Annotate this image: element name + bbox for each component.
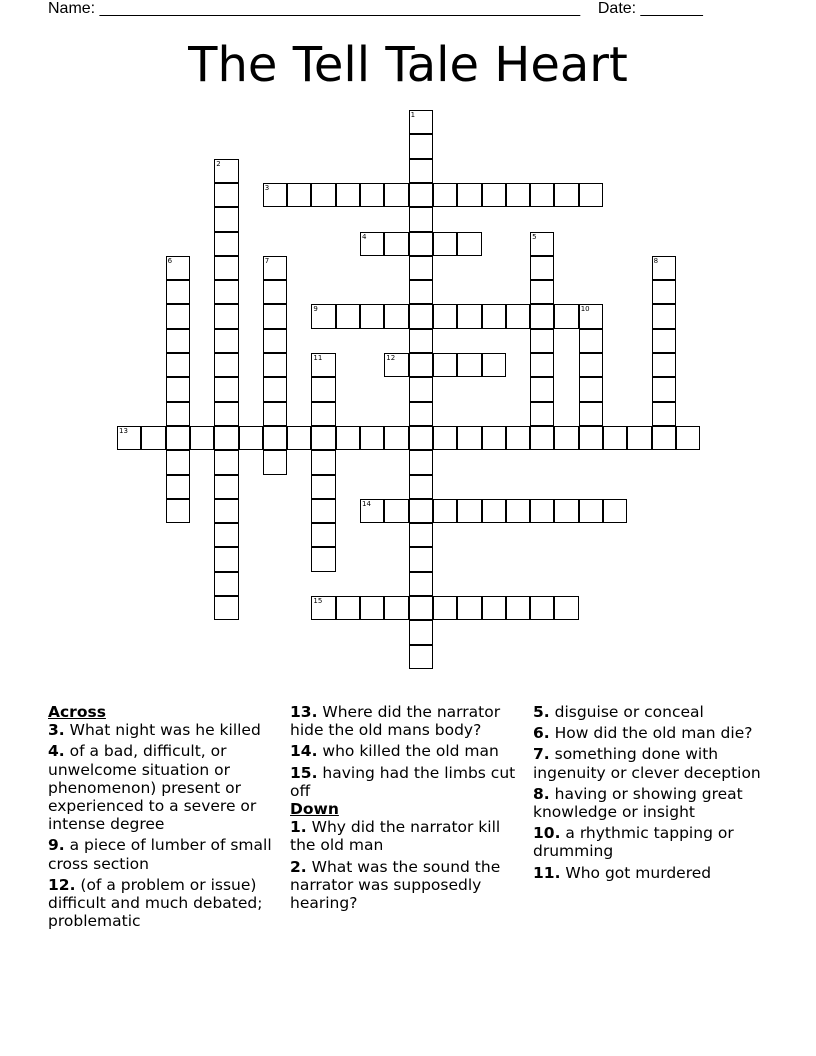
grid-cell[interactable] — [579, 353, 603, 377]
grid-cell[interactable] — [384, 183, 408, 207]
grid-cell[interactable] — [311, 596, 335, 620]
grid-cell[interactable] — [409, 329, 433, 353]
grid-cell[interactable] — [384, 304, 408, 328]
grid-cell[interactable] — [214, 353, 238, 377]
grid-cell[interactable] — [530, 256, 554, 280]
grid-cell[interactable] — [311, 547, 335, 571]
clue-number-label: 11 — [313, 354, 323, 362]
clue-number-label: 2 — [216, 159, 221, 168]
clue-column-2 — [290, 703, 530, 915]
clue-number: 8. — [533, 784, 550, 803]
grid-cell[interactable] — [409, 499, 433, 523]
grid-cell[interactable] — [214, 232, 238, 256]
grid-cell[interactable] — [506, 183, 530, 207]
clue-number-label: 5 — [532, 232, 537, 241]
grid-cell[interactable] — [603, 499, 627, 523]
grid-cell[interactable] — [530, 280, 554, 304]
clue-text: What was the sound the narrator was supposedly hearing? — [290, 857, 501, 913]
down-heading: Down — [290, 800, 339, 819]
grid-cell[interactable] — [409, 450, 433, 474]
grid-cell[interactable] — [166, 377, 190, 401]
clue-number-label: 4 — [362, 232, 367, 241]
grid-cell[interactable] — [166, 475, 190, 499]
grid-cell[interactable] — [336, 596, 360, 620]
clue-number-label: 10 — [580, 305, 590, 314]
clue-across-3 — [48, 721, 288, 739]
grid-cell[interactable] — [117, 426, 141, 450]
grid-cell[interactable] — [263, 256, 287, 280]
grid-cell[interactable] — [287, 183, 311, 207]
grid-cell[interactable] — [384, 353, 408, 377]
grid-cell[interactable] — [409, 596, 433, 620]
grid-cell[interactable] — [263, 329, 287, 353]
grid-cell[interactable] — [482, 183, 506, 207]
grid-cell[interactable] — [360, 596, 384, 620]
grid-cell[interactable] — [214, 523, 238, 547]
clue-number: 4. — [48, 742, 65, 761]
grid-cell[interactable] — [627, 426, 651, 450]
grid-cell[interactable] — [530, 499, 554, 523]
grid-cell[interactable] — [409, 523, 433, 547]
grid-cell[interactable] — [652, 280, 676, 304]
grid-cell[interactable] — [214, 499, 238, 523]
grid-cell[interactable] — [360, 304, 384, 328]
grid-cell[interactable] — [457, 499, 481, 523]
clue-down-5 — [533, 703, 773, 721]
grid-cell[interactable] — [652, 256, 676, 280]
grid-cell[interactable] — [482, 353, 506, 377]
grid-cell[interactable] — [579, 402, 603, 426]
across-heading: Across — [48, 703, 106, 721]
grid-cell[interactable] — [263, 450, 287, 474]
clue-text: who killed the old man — [322, 742, 499, 761]
clue-number-label: 14 — [362, 499, 371, 508]
grid-cell[interactable] — [214, 329, 238, 353]
grid-cell[interactable] — [652, 329, 676, 353]
grid-cell[interactable] — [482, 499, 506, 523]
clue-down-11 — [533, 864, 773, 882]
grid-cell[interactable] — [409, 183, 433, 207]
grid-cell[interactable] — [360, 426, 384, 450]
grid-cell[interactable] — [506, 596, 530, 620]
grid-cell[interactable] — [409, 572, 433, 596]
clue-number-label: 9 — [313, 305, 318, 314]
grid-cell[interactable] — [457, 304, 481, 328]
grid-cell[interactable] — [214, 159, 238, 183]
grid-cell[interactable] — [457, 426, 481, 450]
grid-cell[interactable] — [457, 183, 481, 207]
grid-cell[interactable] — [409, 475, 433, 499]
grid-cell[interactable] — [530, 596, 554, 620]
clue-text: (of a problem or issue) difficult and much debated; problematic — [48, 875, 263, 931]
grid-cell[interactable] — [287, 426, 311, 450]
grid-cell[interactable] — [311, 450, 335, 474]
clue-down-1 — [290, 818, 530, 854]
grid-cell[interactable] — [311, 353, 335, 377]
grid-cell[interactable] — [360, 183, 384, 207]
grid-cell[interactable] — [384, 499, 408, 523]
clue-number: 13. — [290, 703, 318, 721]
grid-cell[interactable] — [384, 596, 408, 620]
clue-number: 9. — [48, 836, 65, 855]
grid-cell[interactable] — [433, 596, 457, 620]
clue-text: How did the old man die? — [554, 724, 753, 743]
grid-cell[interactable] — [530, 353, 554, 377]
clue-number: 5. — [533, 703, 550, 721]
grid-cell[interactable] — [554, 426, 578, 450]
grid-cell[interactable] — [506, 499, 530, 523]
clue-number: 6. — [533, 724, 550, 743]
grid-cell[interactable] — [336, 304, 360, 328]
grid-cell[interactable] — [263, 353, 287, 377]
clue-down-8 — [533, 785, 773, 821]
clue-text: having had the limbs cut off — [290, 763, 516, 800]
clue-number: 14. — [290, 742, 318, 761]
grid-cell[interactable] — [166, 304, 190, 328]
clue-text: of a bad, difficult, or unwelcome situation or phenomenon) present or experienced to a severe or intense degree — [48, 742, 257, 834]
grid-cell[interactable] — [530, 329, 554, 353]
grid-cell[interactable] — [676, 426, 700, 450]
name-date-line: Name: ______________________________________________________ Date: _______ — [48, 0, 703, 17]
grid-cell[interactable] — [311, 523, 335, 547]
puzzle-title: The Tell Tale Heart — [188, 37, 628, 93]
grid-cell[interactable] — [579, 499, 603, 523]
clue-number-label: 8 — [653, 256, 659, 265]
clue-across-9 — [48, 836, 288, 872]
clue-number: 3. — [48, 721, 65, 740]
clue-number: 12. — [48, 875, 76, 894]
grid-cell[interactable] — [214, 256, 238, 280]
grid-cell[interactable] — [336, 183, 360, 207]
clue-text: What night was he killed — [69, 721, 261, 740]
grid-cell[interactable] — [409, 134, 433, 158]
clue-number: 10. — [533, 824, 561, 843]
grid-cell[interactable] — [409, 402, 433, 426]
grid-cell[interactable] — [214, 280, 238, 304]
clue-down-2 — [290, 858, 530, 913]
grid-cell[interactable] — [263, 377, 287, 401]
grid-cell[interactable] — [263, 426, 287, 450]
grid-cell[interactable] — [190, 426, 214, 450]
clue-column-1 — [48, 703, 288, 933]
grid-cell[interactable] — [579, 377, 603, 401]
grid-cell[interactable] — [166, 402, 190, 426]
clue-number-label: 1 — [410, 111, 416, 119]
grid-cell[interactable] — [652, 426, 676, 450]
grid-cell[interactable] — [409, 645, 433, 669]
grid-cell[interactable] — [311, 402, 335, 426]
clue-text: Who got murdered — [565, 863, 712, 882]
grid-cell[interactable] — [554, 499, 578, 523]
grid-cell[interactable] — [166, 256, 190, 280]
clue-text: disguise or conceal — [554, 703, 704, 721]
grid-cell[interactable] — [311, 183, 335, 207]
grid-cell[interactable] — [214, 475, 238, 499]
grid-cell[interactable] — [311, 426, 335, 450]
grid-cell[interactable] — [579, 183, 603, 207]
grid-cell[interactable] — [166, 280, 190, 304]
clue-down-7 — [533, 745, 773, 781]
grid-cell[interactable] — [433, 353, 457, 377]
grid-cell[interactable] — [409, 304, 433, 328]
grid-cell[interactable] — [457, 596, 481, 620]
grid-cell[interactable] — [433, 183, 457, 207]
grid-cell[interactable] — [311, 304, 335, 328]
grid-cell[interactable] — [409, 426, 433, 450]
grid-cell[interactable] — [214, 304, 238, 328]
grid-cell[interactable] — [554, 183, 578, 207]
grid-cell[interactable] — [409, 232, 433, 256]
clue-text: something done with ingenuity or clever deception — [533, 745, 761, 782]
grid-cell[interactable] — [433, 499, 457, 523]
grid-cell[interactable] — [384, 426, 408, 450]
grid-cell[interactable] — [214, 377, 238, 401]
grid-cell[interactable] — [457, 232, 481, 256]
grid-cell[interactable] — [530, 304, 554, 328]
grid-cell[interactable] — [579, 304, 603, 328]
grid-cell[interactable] — [214, 596, 238, 620]
grid-cell[interactable] — [214, 207, 238, 231]
grid-cell[interactable] — [214, 183, 238, 207]
grid-cell[interactable] — [506, 426, 530, 450]
grid-cell[interactable] — [482, 304, 506, 328]
grid-cell[interactable] — [360, 499, 384, 523]
clue-number-label: 13 — [119, 426, 128, 435]
grid-cell[interactable] — [433, 232, 457, 256]
grid-cell[interactable] — [214, 426, 238, 450]
clue-number-label: 6 — [167, 256, 173, 265]
clue-text: a piece of lumber of small cross section — [48, 836, 272, 873]
clue-number-label: 3 — [264, 183, 270, 192]
grid-cell[interactable] — [652, 402, 676, 426]
grid-cell[interactable] — [554, 304, 578, 328]
grid-cell[interactable] — [579, 426, 603, 450]
clue-text: having or showing great knowledge or insight — [533, 784, 743, 822]
grid-cell[interactable] — [457, 353, 481, 377]
grid-cell[interactable] — [311, 475, 335, 499]
clue-number-label: 15 — [313, 597, 323, 605]
clue-column-3 — [533, 703, 773, 885]
grid-cell[interactable] — [336, 426, 360, 450]
clue-text: Where did the narrator hide the old mans body? — [290, 703, 501, 740]
grid-cell[interactable] — [530, 232, 554, 256]
grid-cell[interactable] — [263, 304, 287, 328]
grid-cell[interactable] — [360, 232, 384, 256]
grid-cell[interactable] — [214, 450, 238, 474]
clue-across-4 — [48, 742, 288, 833]
grid-cell[interactable] — [603, 426, 627, 450]
grid-cell[interactable] — [409, 280, 433, 304]
clue-text: a rhythmic tapping or drumming — [533, 824, 734, 861]
grid-cell[interactable] — [263, 402, 287, 426]
grid-cell[interactable] — [530, 377, 554, 401]
grid-cell[interactable] — [166, 499, 190, 523]
clue-text: Why did the narrator kill the old man — [290, 818, 501, 855]
clue-number: 11. — [533, 863, 561, 882]
grid-cell[interactable] — [166, 329, 190, 353]
clue-number: 15. — [290, 763, 318, 782]
clue-number: 2. — [290, 857, 307, 876]
grid-cell[interactable] — [214, 572, 238, 596]
grid-cell[interactable] — [530, 426, 554, 450]
grid-cell[interactable] — [166, 426, 190, 450]
grid-cell[interactable] — [409, 620, 433, 644]
grid-cell[interactable] — [409, 547, 433, 571]
clue-across-15 — [290, 764, 530, 800]
grid-cell[interactable] — [166, 450, 190, 474]
clue-number: 1. — [290, 818, 307, 837]
clue-down-10 — [533, 824, 773, 860]
grid-cell[interactable] — [506, 304, 530, 328]
grid-cell[interactable] — [554, 596, 578, 620]
clue-across-14 — [290, 742, 530, 760]
grid-cell[interactable] — [166, 353, 190, 377]
grid-cell[interactable] — [409, 256, 433, 280]
grid-cell[interactable] — [579, 329, 603, 353]
grid-cell[interactable] — [239, 426, 263, 450]
clue-across-13 — [290, 703, 530, 739]
grid-cell[interactable] — [311, 499, 335, 523]
clue-across-12 — [48, 876, 288, 931]
grid-cell[interactable] — [263, 183, 287, 207]
clue-number: 7. — [533, 745, 550, 764]
grid-cell[interactable] — [482, 426, 506, 450]
grid-cell[interactable] — [409, 377, 433, 401]
grid-cell[interactable] — [409, 159, 433, 183]
grid-cell[interactable] — [530, 183, 554, 207]
grid-cell[interactable] — [530, 402, 554, 426]
clue-number-label: 12 — [386, 354, 396, 362]
grid-cell[interactable] — [409, 110, 433, 134]
clue-number-label: 7 — [264, 256, 270, 265]
grid-cell[interactable] — [384, 232, 408, 256]
grid-cell[interactable] — [409, 207, 433, 231]
grid-cell[interactable] — [214, 547, 238, 571]
grid-cell[interactable] — [263, 280, 287, 304]
clue-down-6 — [533, 724, 773, 742]
grid-cell[interactable] — [214, 402, 238, 426]
grid-cell[interactable] — [409, 353, 433, 377]
grid-cell[interactable] — [482, 596, 506, 620]
grid-cell[interactable] — [652, 353, 676, 377]
grid-cell[interactable] — [433, 304, 457, 328]
grid-cell[interactable] — [652, 377, 676, 401]
grid-cell[interactable] — [141, 426, 165, 450]
grid-cell[interactable] — [652, 304, 676, 328]
grid-cell[interactable] — [311, 377, 335, 401]
grid-cell[interactable] — [433, 426, 457, 450]
